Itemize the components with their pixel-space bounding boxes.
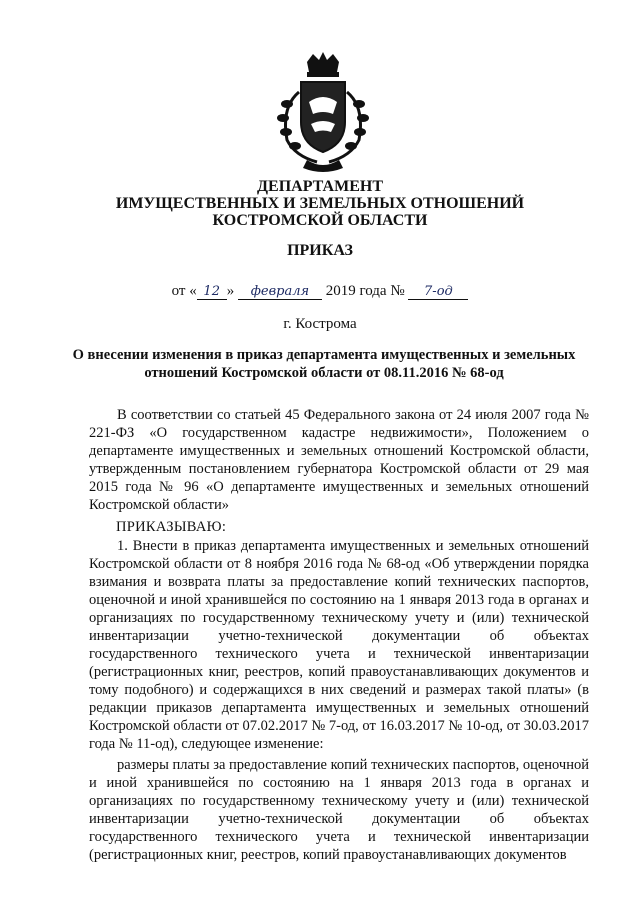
prikazyvayu-heading: ПРИКАЗЫВАЮ: <box>116 519 227 535</box>
handwritten-day: 12 <box>197 284 227 300</box>
city-line: г. Кострома <box>283 316 357 332</box>
fee-sizes-paragraph: размеры платы за предоставление копий технических паспортов, оценочной и иной хранившейся по состоянию на 1 января 2013 года в органах и организациях по государственному техническому учету и (или) технической инвентаризации учетно-технической документации об объектах государственного технического учета и технической инвентаризации (регистрационных книг, реестров, копий правоустанавливающих документов <box>89 757 589 863</box>
handwritten-month: февраля <box>238 284 322 300</box>
order-title: ПРИКАЗ <box>287 242 353 259</box>
department-name-line-2: ИМУЩЕСТВЕННЫХ И ЗЕМЕЛЬНЫХ ОТНОШЕНИЙ <box>115 195 525 212</box>
date-year: 2019 года № <box>325 283 405 299</box>
clause-1-paragraph: 1. Внести в приказ департамента имущественных и земельных отношений Костромской области от 8 ноября 2016 года № 68-од «Об утверждении порядка взимания и возврата платы за предоставление копий технических паспортов, оценочной и иной хранившейся по состоянию на 1 января 2013 года в органах и организациях по государственному техническому учету и (или) технической инвентаризации учетно-технической документации об объектах государственного технического учета и технической инвентаризации (регистрационных книг, реестров, копий правоустанавливающих документов и тому подобного) и содержащихся в них сведений и размерах такой платы» (в редакции приказов департамента имущественных и земельных отношений Костромской области от 07.02.2017 № 7-од, от 16.03.2017 № 10-од, от 30.03.2017 года № 11-од), следующее изменение: <box>89 538 589 752</box>
date-prefix: от « <box>171 283 197 299</box>
order-subject: О внесении изменения в приказ департамента имущественных и земельных отношений Костромской области от 08.11.2016 № 68-од <box>72 347 576 381</box>
coat-of-arms-emblem <box>273 52 373 176</box>
order-date-line <box>0 283 640 300</box>
department-name-line-1: ДЕПАРТАМЕНТ <box>257 178 383 195</box>
preamble-paragraph: В соответствии со статьей 45 Федерального закона от 24 июля 2007 года № 221-ФЗ «О государственном кадастре недвижимости», Положением о департаменте имущественных и земельных отношений Костромской области, утвержденным постановлением губернатора Костромской области от 29 мая 2015 года № 96 «О департаменте имущественных и земельных отношений Костромской области» <box>89 407 589 513</box>
department-name-line-3: КОСТРОМСКОЙ ОБЛАСТИ <box>212 212 428 229</box>
date-mid: » <box>226 283 235 299</box>
handwritten-order-number: 7-од <box>408 284 468 300</box>
